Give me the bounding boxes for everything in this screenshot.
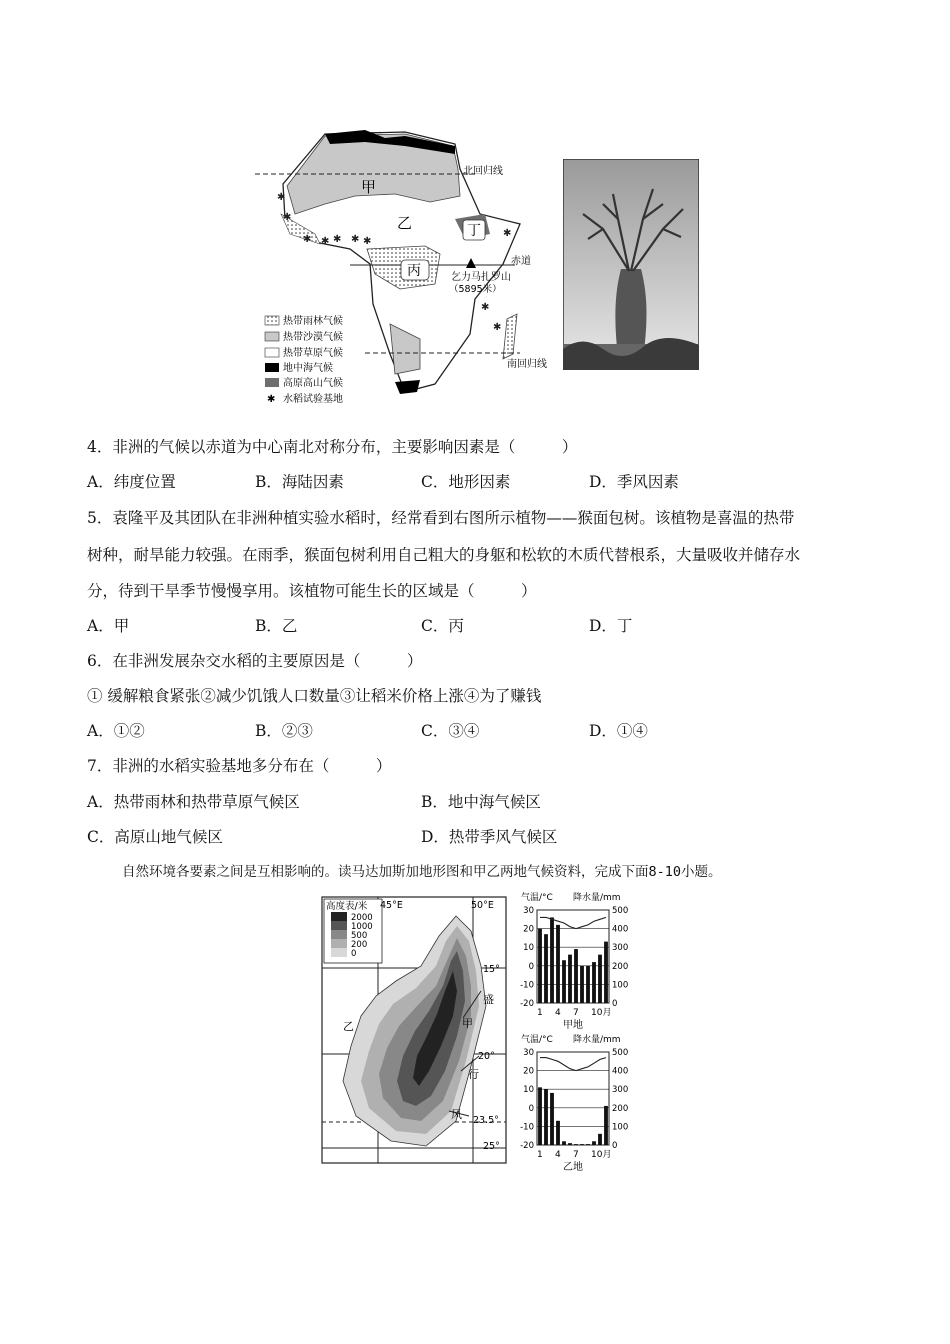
svg-text:✱: ✱ bbox=[277, 192, 286, 203]
tick-label-temp: -20 bbox=[520, 1141, 534, 1151]
lon-label-45: 45°E bbox=[380, 900, 403, 911]
svg-text:✱: ✱ bbox=[363, 236, 372, 247]
precip-bar bbox=[538, 929, 542, 1003]
precip-bar bbox=[604, 942, 608, 1003]
svg-text:✱: ✱ bbox=[481, 302, 490, 313]
point-label-yi: 乙 bbox=[343, 1020, 354, 1033]
option-7c[interactable]: C．高原山地气候区 bbox=[87, 828, 223, 846]
tick-label-temp: -20 bbox=[520, 999, 534, 1009]
precip-bar bbox=[592, 962, 596, 1003]
legend-label: 热带草原气候 bbox=[283, 348, 343, 359]
africa-climate-map bbox=[255, 124, 555, 408]
lon-label-50: 50°E bbox=[471, 900, 494, 911]
precip-bar bbox=[574, 1144, 578, 1145]
climate-chart-jia-svg bbox=[515, 890, 635, 1040]
tick-label-precip: 500 bbox=[612, 906, 629, 916]
tick-label-temp: 10 bbox=[523, 943, 534, 954]
elevation-level: 500 bbox=[351, 931, 368, 941]
option-5a[interactable]: A．甲 bbox=[87, 617, 130, 635]
legend-label: 热带雨林气候 bbox=[283, 316, 343, 327]
africa-map-svg bbox=[255, 124, 555, 408]
elevation-level: 1000 bbox=[351, 922, 373, 932]
svg-text:✱: ✱ bbox=[321, 236, 330, 247]
question-7: 7．非洲的水稻实验基地多分布在（ ） bbox=[87, 757, 392, 775]
precip-bar bbox=[586, 1144, 590, 1145]
option-7d[interactable]: D．热带季风气候区 bbox=[421, 828, 558, 846]
precip-bar bbox=[568, 955, 572, 1003]
baobab-photo-svg bbox=[563, 159, 699, 370]
tick-label-precip: 500 bbox=[612, 1048, 629, 1058]
wind-label: 行 bbox=[468, 1068, 479, 1081]
tick-label-temp: 20 bbox=[523, 924, 534, 935]
label-mountain-name: 乞力马扎罗山 bbox=[451, 272, 511, 283]
tick-label-temp: 0 bbox=[528, 961, 534, 972]
tick-label-temp: 10 bbox=[523, 1085, 534, 1096]
question-6: 6．在非洲发展杂交水稻的主要原因是（ ） bbox=[87, 652, 423, 670]
precip-bar bbox=[568, 1143, 572, 1145]
label-mountain-height: （5895米） bbox=[449, 284, 502, 295]
tick-label-month: 7 bbox=[573, 1150, 579, 1160]
question-5-line-1: 5．袁隆平及其团队在非洲种植实验水稻时，经常看到右图所示植物——猴面包树。该植物是喜温的热带 bbox=[87, 509, 795, 527]
svg-text:✱: ✱ bbox=[303, 234, 312, 245]
tick-label-month: 10月 bbox=[591, 1150, 612, 1160]
temperature-line bbox=[540, 917, 606, 928]
svg-text:✱: ✱ bbox=[333, 234, 342, 245]
precip-bar bbox=[538, 1087, 542, 1145]
tick-label-month: 7 bbox=[573, 1008, 579, 1018]
svg-text:✱: ✱ bbox=[493, 322, 502, 333]
legend-label: 高原高山气候 bbox=[283, 378, 343, 389]
option-4a[interactable]: A．纬度位置 bbox=[87, 473, 176, 491]
elevation-level: 2000 bbox=[351, 913, 373, 923]
svg-text:✱: ✱ bbox=[351, 234, 360, 245]
label-tropic-south: 南回归线 bbox=[507, 359, 547, 370]
tick-label-temp: 30 bbox=[523, 1048, 534, 1058]
precip-bar bbox=[556, 925, 560, 1003]
axis-label-temp: 气温/°C bbox=[521, 893, 553, 903]
lat-label-20: 20° bbox=[478, 1051, 495, 1062]
tick-label-month: 4 bbox=[555, 1150, 561, 1160]
chart-title: 甲地 bbox=[563, 1020, 583, 1031]
mediterranean-south bbox=[395, 380, 420, 394]
precip-bar bbox=[562, 960, 566, 1003]
climate-chart-jia bbox=[515, 890, 635, 1040]
madagascar-terrain-map bbox=[321, 896, 507, 1164]
precip-bar bbox=[598, 1134, 602, 1145]
tick-label-month: 1 bbox=[537, 1150, 543, 1160]
question-5-line-3: 分，待到干旱季节慢慢享用。该植物可能生长的区域是（ ） bbox=[87, 582, 537, 600]
option-6b[interactable]: B．②③ bbox=[255, 722, 313, 740]
precip-bar bbox=[562, 1141, 566, 1145]
region-label-yi: 乙 bbox=[397, 214, 413, 232]
tick-label-precip: 300 bbox=[612, 1085, 629, 1096]
tick-label-temp: -10 bbox=[520, 980, 534, 991]
region-label-jia: 甲 bbox=[361, 178, 377, 196]
tick-label-precip: 0 bbox=[612, 1141, 618, 1151]
lat-label-25: 25° bbox=[483, 1141, 500, 1152]
intro-8-10: 自然环境各要素之间是互相影响的。读马达加斯加地形图和甲乙两地气候资料，完成下面8-10小题。 bbox=[122, 864, 722, 880]
elevation-level: 200 bbox=[351, 940, 368, 950]
wind-label: 盛 bbox=[483, 993, 494, 1006]
precip-bar bbox=[550, 1093, 554, 1145]
legend-label: 热带沙漠气候 bbox=[283, 332, 343, 343]
question-6-statements: ① 缓解粮食紧张②减少饥饿人口数量③让稻米价格上涨④为了赚钱 bbox=[87, 687, 542, 705]
tick-label-month: 1 bbox=[537, 1008, 543, 1018]
rainforest-madagascar bbox=[503, 314, 517, 359]
precip-bar bbox=[592, 1141, 596, 1145]
option-6d[interactable]: D．①④ bbox=[589, 722, 648, 740]
precip-bar bbox=[544, 1089, 548, 1145]
precip-bar bbox=[556, 1121, 560, 1145]
region-label-ding: 丁 bbox=[467, 223, 481, 239]
temperature-line bbox=[540, 1058, 606, 1071]
tick-label-precip: 200 bbox=[612, 961, 629, 972]
precip-bar bbox=[580, 966, 584, 1003]
legend-label: 地中海气候 bbox=[283, 363, 333, 374]
svg-text:✱: ✱ bbox=[503, 228, 512, 239]
precip-bar bbox=[544, 934, 548, 1003]
label-tropic-north: 北回归线 bbox=[463, 166, 503, 177]
tick-label-precip: 400 bbox=[612, 924, 629, 935]
chart-title: 乙地 bbox=[563, 1162, 583, 1173]
option-5b[interactable]: B．乙 bbox=[255, 617, 298, 635]
option-5d[interactable]: D．丁 bbox=[589, 617, 633, 635]
point-label-jia: 甲 bbox=[462, 1017, 473, 1030]
climate-chart-yi-svg bbox=[515, 1032, 635, 1184]
option-7a[interactable]: A．热带雨林和热带草原气候区 bbox=[87, 793, 300, 811]
legend-label: 水稻试验基地 bbox=[283, 394, 343, 405]
tick-label-temp: 30 bbox=[523, 906, 534, 916]
axis-label-temp: 气温/°C bbox=[521, 1035, 553, 1045]
tick-label-temp: 20 bbox=[523, 1066, 534, 1077]
precip-bar bbox=[598, 955, 602, 1003]
option-7b[interactable]: B．地中海气候区 bbox=[421, 793, 541, 811]
precip-bar bbox=[580, 1144, 584, 1145]
lat-label-23-5: 23.5° bbox=[473, 1115, 499, 1126]
question-4: 4．非洲的气候以赤道为中心南北对称分布，主要影响因素是（ ） bbox=[87, 438, 578, 456]
tick-label-precip: 100 bbox=[612, 980, 629, 991]
tick-label-temp: 0 bbox=[528, 1103, 534, 1114]
wind-label: 风 bbox=[451, 1108, 462, 1121]
tick-label-temp: -10 bbox=[520, 1122, 534, 1133]
label-equator: 赤道 bbox=[511, 256, 531, 267]
tick-label-precip: 400 bbox=[612, 1066, 629, 1077]
option-6a[interactable]: A．①② bbox=[87, 722, 145, 740]
option-4c[interactable]: C．地形因素 bbox=[421, 473, 511, 491]
option-4b[interactable]: B．海陆因素 bbox=[255, 473, 344, 491]
madagascar-map-svg bbox=[321, 896, 507, 1164]
baobab-photo bbox=[563, 159, 699, 370]
precip-bar bbox=[604, 1106, 608, 1145]
tick-label-precip: 200 bbox=[612, 1103, 629, 1114]
region-label-bing: 丙 bbox=[407, 263, 421, 279]
option-5c[interactable]: C．丙 bbox=[421, 617, 464, 635]
tick-label-month: 10月 bbox=[591, 1008, 612, 1018]
elevation-legend-title: 高度表/米 bbox=[326, 901, 368, 912]
axis-label-precip: 降水量/mm bbox=[573, 1035, 621, 1045]
precip-bar bbox=[574, 949, 578, 1003]
option-4d[interactable]: D．季风因素 bbox=[589, 473, 679, 491]
tick-label-precip: 100 bbox=[612, 1122, 629, 1133]
tick-label-precip: 0 bbox=[612, 999, 618, 1009]
map1-legend bbox=[265, 314, 343, 405]
rice-icon: ✱ bbox=[267, 394, 276, 405]
tick-label-month: 4 bbox=[555, 1008, 561, 1018]
lat-label-15: 15° bbox=[483, 964, 500, 975]
elevation-level: 0 bbox=[351, 949, 357, 959]
climate-chart-yi bbox=[515, 1032, 635, 1184]
axis-label-precip: 降水量/mm bbox=[573, 893, 621, 903]
question-5-line-2: 树种，耐旱能力较强。在雨季，猴面包树利用自己粗大的身躯和松软的木质代替根系，大量吸收并储存水 bbox=[87, 546, 801, 564]
tick-label-precip: 300 bbox=[612, 943, 629, 954]
precip-bar bbox=[586, 966, 590, 1003]
option-6c[interactable]: C．③④ bbox=[421, 722, 480, 740]
precip-bar bbox=[550, 917, 554, 1003]
svg-text:✱: ✱ bbox=[283, 212, 292, 223]
